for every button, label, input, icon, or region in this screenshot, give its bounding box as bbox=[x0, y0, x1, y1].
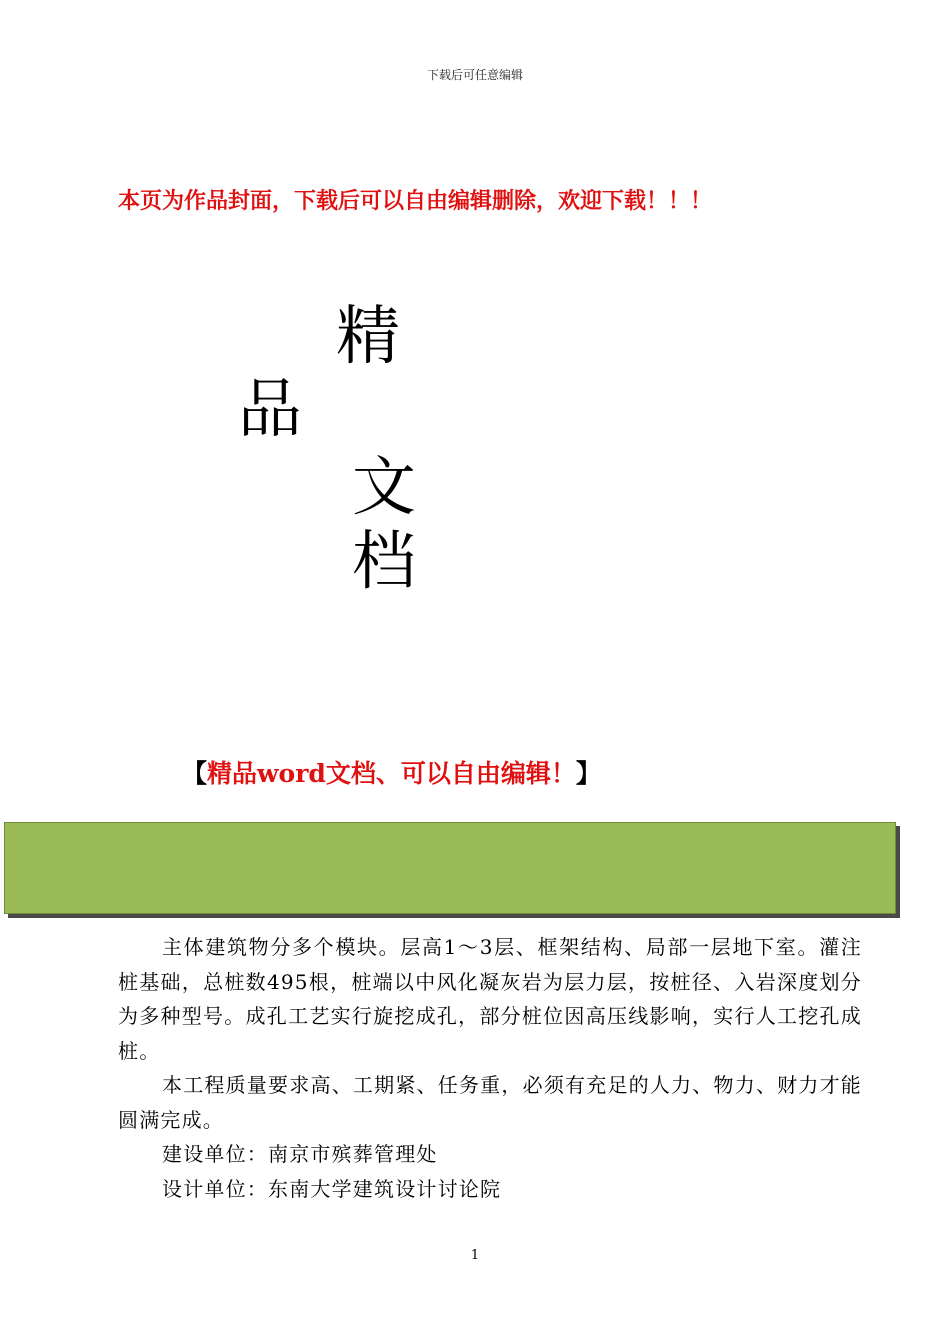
promo-bracket-open: 【 bbox=[182, 759, 208, 788]
cover-title-char-1: 精 bbox=[336, 300, 400, 374]
body-paragraph: 设计单位：东南大学建筑设计讨论院 bbox=[162, 1176, 502, 1201]
body-paragraph: 本工程质量要求高、工期紧、任务重，必须有充足的人力、物力、财力才能圆满完成。 bbox=[118, 1073, 862, 1132]
body-paragraph: 建设单位：南京市殡葬管理处 bbox=[162, 1142, 438, 1166]
document-body bbox=[118, 930, 862, 1206]
cover-title-char-4: 档 bbox=[352, 525, 416, 599]
cover-title-char-2: 品 bbox=[238, 373, 302, 447]
promo-text: 精品word文档、可以自由编辑！ bbox=[207, 759, 576, 788]
green-banner bbox=[4, 822, 896, 914]
page-header-note: 下载后可任意编辑 bbox=[426, 68, 523, 82]
cover-notice: 本页为作品封面，下载后可以自由编辑删除，欢迎下载！！！ bbox=[118, 189, 713, 214]
cover-title-char-3: 文 bbox=[352, 451, 416, 525]
page-number: 1 bbox=[470, 1248, 480, 1263]
body-paragraph: 主体建筑物分多个模块。层高1～3层、框架结构、局部一层地下室。灌注桩基础，总桩数495根，桩端以中风化凝灰岩为层力层，按桩径、入岩深度划分为多种型号。成孔工艺实行旋挖成孔，部分桩位因高压线影响，实行人工挖孔成桩。 bbox=[118, 935, 862, 1063]
promo-line bbox=[182, 754, 601, 790]
promo-bracket-close: 】 bbox=[575, 759, 601, 788]
